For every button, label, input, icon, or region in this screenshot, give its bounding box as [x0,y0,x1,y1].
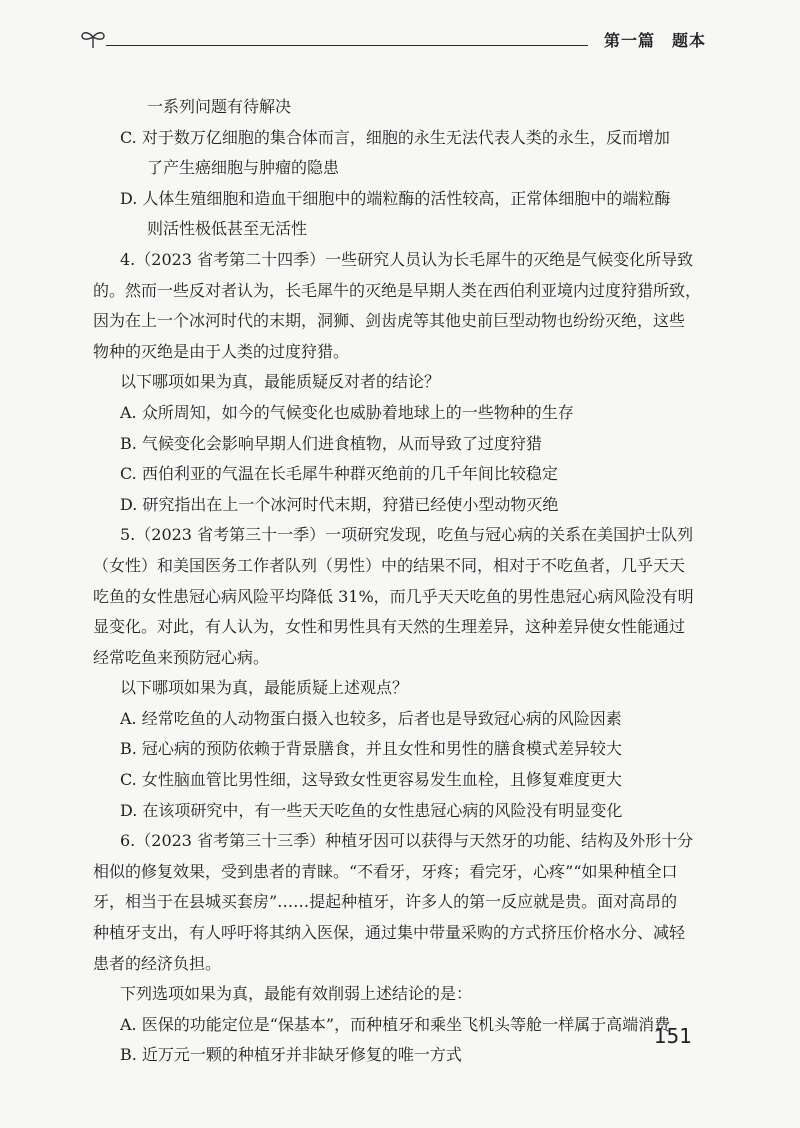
text-line: 物种的灭绝是由于人类的过度狩猎。 [93,341,350,361]
text-line: 因为在上一个冰河时代的末期，洞狮、剑齿虎等其他史前巨型动物也纷纷灭绝，这些 [93,311,686,331]
text-line: 相似的修复效果，受到患者的青睐。“不看牙，牙疼；看完牙，心疼”“如果种植全口 [93,861,678,881]
text-line: 以下哪项如果为真，最能质疑反对者的结论？ [120,372,441,392]
page-number: 151 [653,1024,692,1048]
text-line: 了产生癌细胞与肿瘤的隐患 [147,158,340,178]
text-line: A. 医保的功能定位是“保基本”，而种植牙和乘坐飞机头等舱一样属于高端消费 [120,1014,671,1034]
text-line: 6.（2023 省考第三十三季）种植牙因可以获得与天然牙的功能、结构及外形十分 [120,831,694,851]
text-line: 以下哪项如果为真，最能质疑上述观点？ [120,678,409,698]
text-line: （女性）和美国医务工作者队列（男性）中的结果不同，相对于不吃鱼者，几乎天天 [93,555,686,575]
text-line: 吃鱼的女性患冠心病风险平均降低 31%，而几乎天天吃鱼的男性患冠心病风险没有明 [93,586,694,606]
text-line: C. 女性脑血管比男性细，这导致女性更容易发生血栓，且修复难度更大 [120,770,622,790]
text-line: D. 人体生殖细胞和造血干细胞中的端粒酶的活性较高，正常体细胞中的端粒酶 [120,188,671,208]
text-line: A. 经常吃鱼的人动物蛋白摄入也较多，后者也是导致冠心病的风险因素 [120,708,622,728]
text-line: A. 众所周知，如今的气候变化也威胁着地球上的一些物种的生存 [120,402,574,422]
header-rule [106,45,588,46]
text-line: D. 研究指出在上一个冰河时代末期，狩猎已经使小型动物灭绝 [120,494,559,514]
text-line: 牙，相当于在县城买套房”……提起种植牙，许多人的第一反应就是贵。面对高昂的 [93,892,678,912]
text-line: 一系列问题有待解决 [147,97,292,116]
text-line: 种植牙支出，有人呼吁将其纳入医保，通过集中带量采购的方式挤压价格水分、减轻 [93,923,686,943]
text-line: 显变化。对此，有人认为，女性和男性具有天然的生理差异，这种差异使女性能通过 [93,617,686,637]
text-line: 则活性极低甚至无活性 [147,219,308,239]
text-line: C. 西伯利亚的气温在长毛犀牛种群灭绝前的几千年间比较稳定 [120,464,558,484]
text-line: 4.（2023 省考第二十四季）一些研究人员认为长毛犀牛的灭绝是气候变化所导致 [120,249,694,269]
text-line: 的。然而一些反对者认为，长毛犀牛的灭绝是早期人类在西伯利亚境内过度狩猎所致， [93,280,702,300]
text-line: B. 气候变化会影响早期人们进食植物，从而导致了过度狩猎 [120,433,542,453]
text-line: 经常吃鱼来预防冠心病。 [93,647,270,667]
page-body [93,92,702,1071]
text-line: 下列选项如果为真，最能有效削弱上述结论的是： [120,984,473,1004]
text-line: 患者的经济负担。 [93,953,222,973]
text-line: B. 冠心病的预防依赖于背景膳食，并且女性和男性的膳食模式差异较大 [120,739,622,759]
leaf-sprout-icon [80,28,106,50]
section-title: 第一篇 题本 [603,31,706,50]
running-header [80,26,706,54]
text-line: B. 近万元一颗的种植牙并非缺牙修复的唯一方式 [120,1045,462,1065]
text-line: 5.（2023 省考第三十一季）一项研究发现，吃鱼与冠心病的关系在美国护士队列 [120,525,694,545]
text-line: D. 在该项研究中，有一些天天吃鱼的女性患冠心病的风险没有明显变化 [120,800,623,820]
text-line: C. 对于数万亿细胞的集合体而言，细胞的永生无法代表人类的永生，反而增加 [120,127,670,147]
